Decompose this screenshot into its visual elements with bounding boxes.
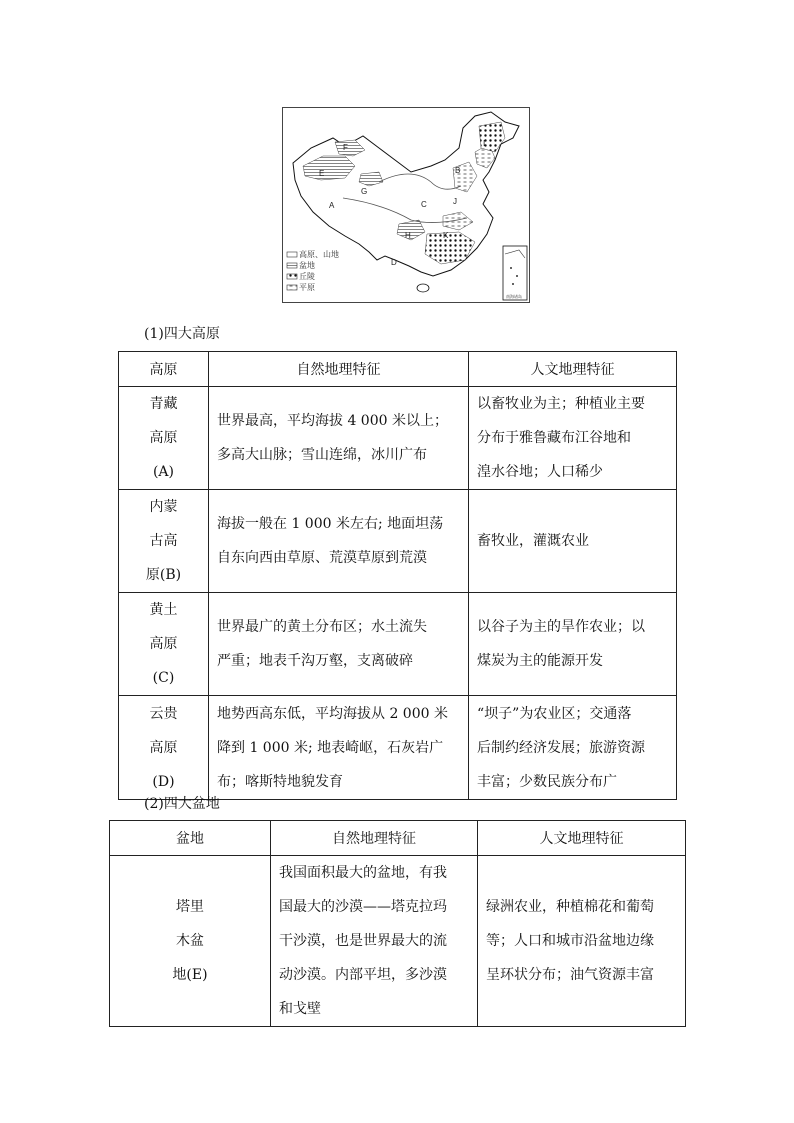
map-label-G: G bbox=[361, 187, 368, 196]
name-line: 高原 bbox=[149, 739, 178, 756]
text-line: 呈环状分布；油气资源丰富 bbox=[486, 967, 654, 983]
human-features-cell bbox=[469, 593, 677, 696]
name-line: 高原 bbox=[149, 430, 178, 446]
map-label-H: H bbox=[405, 231, 411, 240]
human-features-cell bbox=[469, 490, 677, 593]
basin-name-cell bbox=[110, 856, 271, 1027]
map-label-K: K bbox=[443, 231, 449, 240]
human-features-cell bbox=[478, 856, 686, 1027]
text-line: 海拔一般在 1 000 米左右; 地面坦荡 bbox=[217, 516, 444, 532]
name-line: (C) bbox=[152, 670, 175, 686]
map-label-J: J bbox=[453, 197, 457, 206]
map-label-F: F bbox=[343, 143, 348, 152]
human-features-cell bbox=[469, 696, 677, 800]
map-label-A: A bbox=[329, 201, 335, 210]
text-line: “坝子”为农业区；交通落 bbox=[477, 705, 632, 722]
table-row bbox=[119, 593, 677, 696]
natural-features-cell bbox=[271, 856, 478, 1027]
text-line: 以畜牧业为主；种植业主要 bbox=[477, 396, 645, 412]
legend-basin: 盆地 bbox=[299, 261, 315, 270]
map-legend bbox=[287, 249, 339, 292]
map-label-I: I bbox=[483, 139, 486, 148]
table-header-row bbox=[119, 352, 677, 387]
plateau-name-cell bbox=[119, 387, 209, 490]
hainan-island bbox=[417, 284, 429, 292]
text-line: 布；喀斯特地貌发育 bbox=[217, 773, 343, 790]
header-human: 人文地理特征 bbox=[478, 821, 686, 856]
table-row bbox=[119, 387, 677, 490]
name-line: 云贵 bbox=[149, 705, 178, 722]
text-line: 等；人口和城市沿盆地边缘 bbox=[486, 933, 654, 949]
natural-features-cell bbox=[209, 387, 469, 490]
table-row bbox=[119, 696, 677, 800]
table-header-row bbox=[110, 821, 686, 856]
text-line: 湟水谷地；人口稀少 bbox=[477, 464, 603, 480]
map-label-E: E bbox=[319, 169, 325, 178]
text-line: 丰富；少数民族分布广 bbox=[477, 773, 617, 790]
plateau-name-cell bbox=[119, 490, 209, 593]
map-label-B: B bbox=[455, 166, 461, 175]
text-line: 地势西高东低，平均海拔从 2 000 米 bbox=[217, 705, 448, 722]
text-line: 我国面积最大的盆地，有我 bbox=[279, 865, 447, 881]
text-line: 严重；地表千沟万壑，支离破碎 bbox=[217, 653, 413, 669]
text-line: 干沙漠，也是世界最大的流 bbox=[279, 933, 447, 949]
header-natural: 自然地理特征 bbox=[209, 352, 469, 387]
natural-features-cell bbox=[209, 696, 469, 800]
name-line: 高原 bbox=[149, 636, 178, 652]
name-line: 原(B) bbox=[145, 567, 182, 583]
plateau-name-cell bbox=[119, 593, 209, 696]
legend-plateau-mountain: 高原、山地 bbox=[299, 250, 339, 259]
header-plateau: 高原 bbox=[119, 352, 209, 387]
legend-plain: 平原 bbox=[299, 283, 315, 292]
header-human: 人文地理特征 bbox=[469, 352, 677, 387]
china-terrain-map bbox=[282, 107, 530, 303]
table-row bbox=[110, 856, 686, 1027]
text-line: 动沙漠。内部平坦，多沙漠 bbox=[279, 967, 447, 983]
name-line: 木盆 bbox=[176, 933, 204, 949]
header-natural: 自然地理特征 bbox=[271, 821, 478, 856]
text-line: 自东向西由草原、荒漠草原到荒漠 bbox=[217, 550, 427, 566]
natural-features-cell bbox=[209, 490, 469, 593]
map-label-C: C bbox=[421, 200, 427, 209]
south-china-sea-inset bbox=[503, 246, 527, 300]
inset-caption: 南海诸岛 bbox=[506, 294, 522, 299]
name-line: 地(E) bbox=[172, 967, 208, 983]
text-line: 降到 1 000 米; 地表崎岖，石灰岩广 bbox=[217, 739, 444, 756]
text-line: 多高大山脉；雪山连绵，冰川广布 bbox=[217, 447, 427, 463]
basins-table bbox=[109, 820, 686, 1027]
name-line: 内蒙 bbox=[149, 499, 178, 515]
text-line: 国最大的沙漠——塔克拉玛 bbox=[279, 899, 447, 915]
map-svg bbox=[283, 108, 529, 302]
header-basin: 盆地 bbox=[110, 821, 271, 856]
table-row bbox=[119, 490, 677, 593]
name-line: (A) bbox=[152, 464, 175, 480]
basins-section-title: (2)四大盆地 bbox=[144, 796, 220, 812]
name-line: 黄土 bbox=[149, 602, 178, 618]
text-line: 畜牧业，灌溉农业 bbox=[477, 533, 589, 549]
text-line: 后制约经济发展；旅游资源 bbox=[477, 739, 645, 756]
text-line: 分布于雅鲁藏布江谷地和 bbox=[477, 430, 631, 446]
plateau-name-cell bbox=[119, 696, 209, 800]
human-features-cell bbox=[469, 387, 677, 490]
name-line: 塔里 bbox=[176, 899, 204, 915]
name-line: 青藏 bbox=[149, 396, 178, 412]
text-line: 煤炭为主的能源开发 bbox=[477, 653, 603, 669]
plateaus-table bbox=[118, 351, 677, 800]
text-line: 以谷子为主的旱作农业；以 bbox=[477, 619, 645, 635]
legend-hills: 丘陵 bbox=[299, 272, 315, 281]
text-line: 世界最高，平均海拔 4 000 米以上； bbox=[217, 413, 448, 429]
text-line: 和戈壁 bbox=[279, 1001, 321, 1017]
text-line: 绿洲农业，种植棉花和葡萄 bbox=[486, 899, 654, 915]
name-line: 古高 bbox=[149, 533, 178, 549]
natural-features-cell bbox=[209, 593, 469, 696]
name-line: (D) bbox=[152, 773, 175, 790]
map-label-D: D bbox=[391, 258, 397, 267]
text-line: 世界最广的黄土分布区；水土流失 bbox=[217, 619, 427, 635]
plateaus-section-title: (1)四大高原 bbox=[144, 326, 220, 342]
